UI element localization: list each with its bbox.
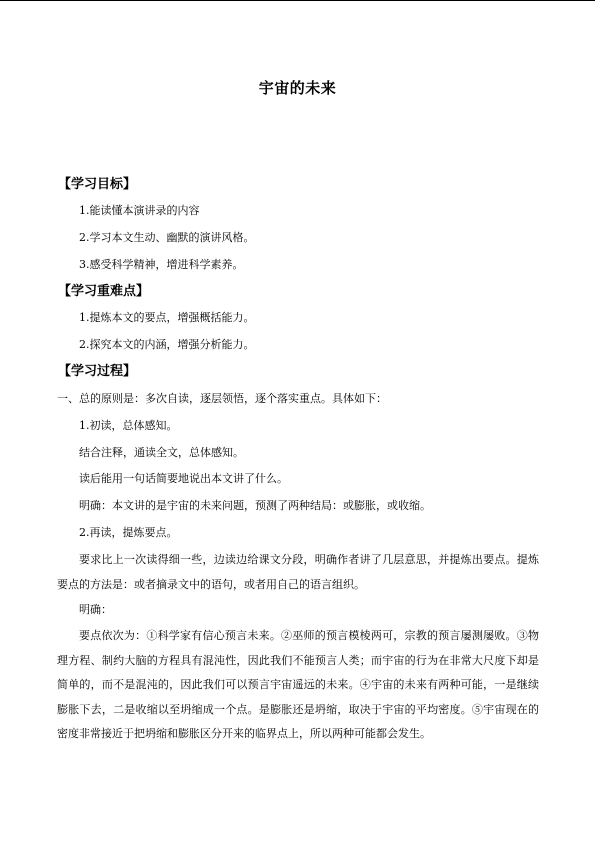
- process-line: 结合注释，通读全文，总体感知。: [79, 446, 244, 459]
- process-answer-label: 明确：: [79, 603, 112, 616]
- process-paragraph: 要点依次为：①科学家有信心预言未来。②巫师的预言模棱两可，宗教的预言屡测屡败。③物理方程、制约大脑的方程具有混沌性，因此我们不能预言人类；而宇宙的行为在非常大尺度下却是简单的，而不是混沌的，因此我们可以预言宇宙遥远的未来。④宇宙的未来有两种可能，一是继续膨胀下去，二是收缩以至坍缩成一个点。是膨胀还是坍缩，取决于宇宙的平均密度。⑤宇宙现在的密度非常接近于把坍缩和膨胀区分开来的临界点上，所以两种可能都会发生。: [57, 629, 539, 740]
- section-heading-key-points: 【学习重难点】: [58, 284, 150, 299]
- process-line: 读后能用一句话简要地说出本文讲了什么。: [79, 472, 288, 485]
- goal-item: 2.学习本文生动、幽默的演讲风格。: [79, 231, 255, 244]
- key-point-item: 1.提炼本文的要点，增强概括能力。: [79, 311, 255, 324]
- goal-item: 3.感受科学精神，增进科学素养。: [79, 258, 244, 271]
- process-paragraph: 要求比上一次读得细一些，边读边给课文分段，明确作者讲了几层意思，并提炼出要点。提炼要点的方法是：或者摘录文中的语句，或者用自己的语言组织。: [57, 553, 539, 591]
- process-step-heading: 1.初读，总体感知。: [79, 419, 178, 432]
- goal-item: 1.能读懂本演讲录的内容: [79, 204, 200, 217]
- section-heading-process: 【学习过程】: [58, 364, 137, 379]
- process-answer: 明确：本文讲的是宇宙的未来问题，预测了两种结局：或膨胀，或收缩。: [79, 499, 431, 512]
- page-title: 宇宙的未来: [258, 79, 337, 97]
- key-point-item: 2.探究本文的内涵，增强分析能力。: [79, 338, 255, 351]
- process-principle: 一、总的原则是：多次自读，逐层领悟，逐个落实重点。具体如下：: [57, 392, 387, 405]
- header-rule: [0, 0, 595, 1]
- process-step-heading: 2.再读，提炼要点。: [79, 526, 178, 539]
- section-heading-goals: 【学习目标】: [58, 177, 137, 192]
